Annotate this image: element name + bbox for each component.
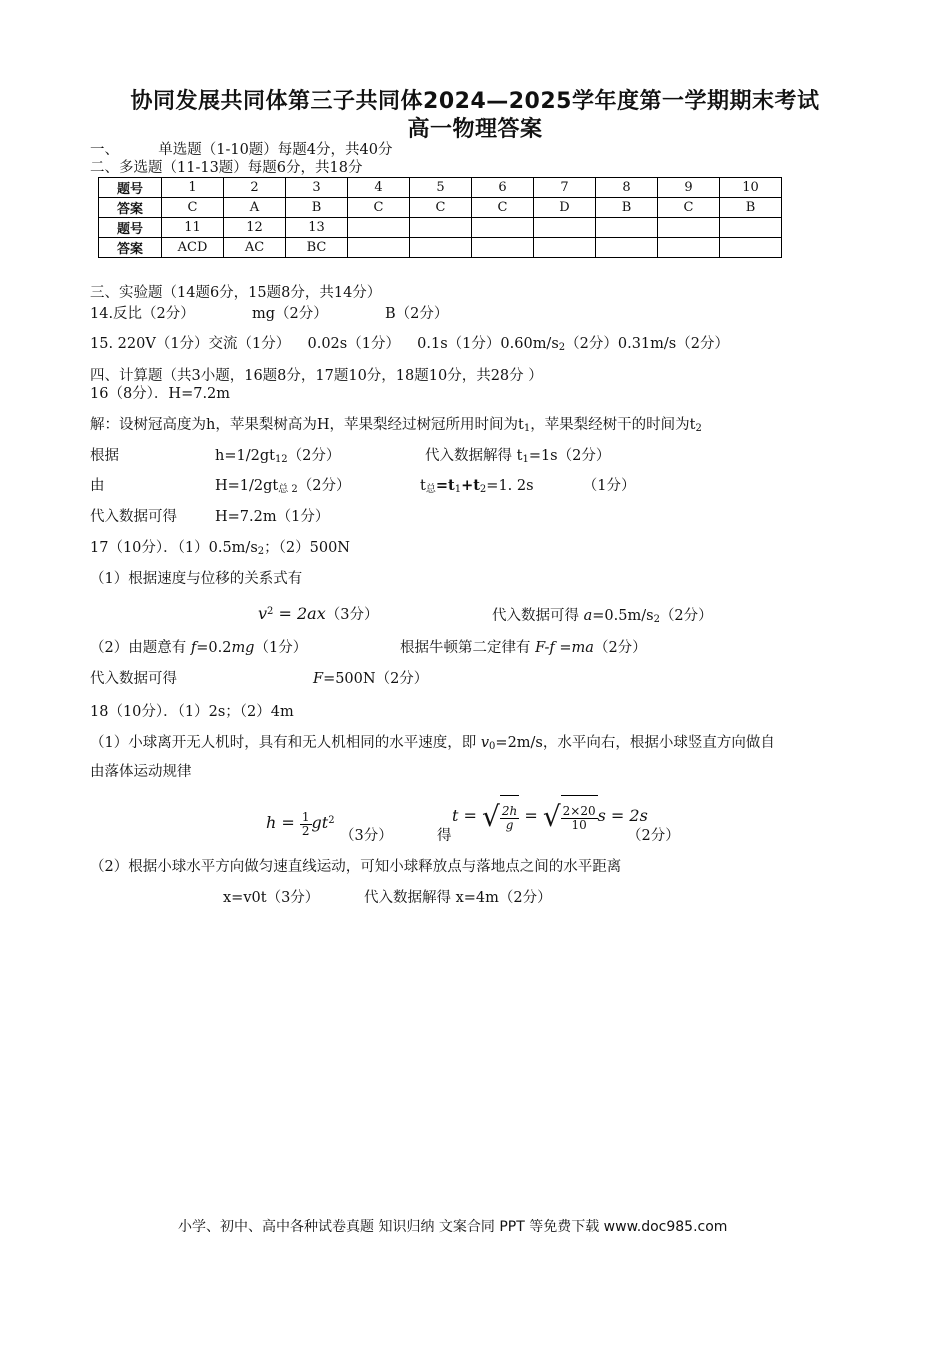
table-cell: 12 <box>224 218 286 238</box>
q18-f2-sqrt1: √ $\frac{2h}{g}$ <box>482 795 519 839</box>
q18-f2-score: （2分） <box>627 828 680 844</box>
q18-f2-sqrt2: √ $\frac{2\times 20}{10}$ <box>543 795 598 839</box>
q15-part-g: m/s（2分） <box>650 336 729 352</box>
q14-part-b: mg（2分） <box>252 306 328 322</box>
table-header-cell: 题号 <box>99 178 162 198</box>
q16-r2-d: =1. 2s <box>486 478 534 494</box>
q16-row1-result <box>425 447 610 469</box>
table-cell: 1 <box>162 178 224 198</box>
q18-p1-v: v <box>480 735 490 751</box>
table-row <box>99 238 782 258</box>
q18-f1-sup: 2 <box>328 815 335 826</box>
q18-f2-d2: 10 <box>571 817 587 832</box>
q16-row3-label: 代入数据可得 <box>90 509 177 525</box>
q18-part2-text: （2）根据小球水平方向做匀速直线运动，可知小球释放点与落地点之间的水平距离 <box>90 859 622 875</box>
q16-r1-res-b: =1s（2分） <box>528 448 611 464</box>
footer-text: 小学、初中、高中各种试卷真题 知识归纳 文案合同 PPT 等免费下载 www.doc985.com <box>178 1219 728 1235</box>
q17-part2-result <box>400 639 647 657</box>
table-cell: 8 <box>596 178 658 198</box>
q16-r2-f: H=1/2gt <box>215 478 279 494</box>
q17-f1-sup: 2 <box>267 606 274 617</box>
q15-part-f: （2分）0.31 <box>565 336 651 352</box>
q16-sol-sub2: 2 <box>695 423 702 434</box>
table-cell: BC <box>286 238 348 258</box>
q18-p1-vs: 0 <box>489 741 496 752</box>
table-cell <box>658 218 720 238</box>
table-cell: D <box>534 198 596 218</box>
table-cell <box>534 218 596 238</box>
table-cell: B <box>596 198 658 218</box>
q15-subscript: 2 <box>558 342 566 353</box>
table-cell: B <box>286 198 348 218</box>
q18-f2-eq2: = <box>519 806 543 825</box>
q17-f1-v: v <box>258 604 268 623</box>
q17-p2-f: f <box>190 640 197 656</box>
q16-row1-label: 根据 <box>90 448 119 464</box>
q16-r2-s1: 总 <box>425 484 436 495</box>
section-1-number: 一、 <box>90 142 119 158</box>
table-cell: C <box>162 198 224 218</box>
q16-row2-result <box>420 477 636 499</box>
table-cell: 11 <box>162 218 224 238</box>
q18-f2-t: t <box>452 806 459 825</box>
table-cell: 13 <box>286 218 348 238</box>
q17-head-a: 17（10分）．（1）0.5m/s <box>90 540 258 556</box>
table-cell: 10 <box>720 178 782 198</box>
q18-f2-d1: g <box>505 817 514 832</box>
page-subtitle: 高一物理答案 <box>407 117 543 142</box>
q16-r2-s2: 1 <box>454 484 462 495</box>
q17-p2-mg: mg <box>231 640 255 656</box>
q17-f1-b: = 2ax <box>273 604 326 623</box>
table-header-cell: 答案 <box>99 238 162 258</box>
q17-p2-res-a: 根据牛顿第二定律有 <box>400 640 536 656</box>
q18-f1-fraction <box>300 811 312 838</box>
table-header-cell: 题号 <box>99 218 162 238</box>
table-cell: C <box>658 198 720 218</box>
q17-f1-score: （3分） <box>325 607 379 623</box>
table-header-cell: 答案 <box>99 198 162 218</box>
q17-head-s: 2 <box>257 546 265 557</box>
table-cell <box>410 218 472 238</box>
table-cell: 2 <box>224 178 286 198</box>
q16-r1-res-s: 1 <box>522 454 529 465</box>
table-cell <box>658 238 720 258</box>
q17-p3-res: =500N（2分） <box>323 671 429 687</box>
q16-row3-result: H=7.2m（1分） <box>215 509 330 525</box>
q17-formula1 <box>258 603 378 624</box>
q18-f1-n: 1 <box>301 809 310 824</box>
table-row <box>99 198 782 218</box>
q16-sol-sub1: 1 <box>523 423 531 434</box>
q17-res-b: =0.5m/s <box>592 608 654 624</box>
q18-formula1 <box>266 801 335 841</box>
q17-p2-res-b: （2分） <box>593 640 647 656</box>
q18-f2-de: 得 <box>437 828 452 844</box>
q16-row2-label: 由 <box>90 478 105 494</box>
q17-result1 <box>492 607 713 629</box>
q17-res-a: 代入数据可得 <box>492 608 584 624</box>
q16-solution-intro <box>90 416 702 438</box>
q16-r2-a: t <box>420 478 426 494</box>
q15-part-b: 0.02s（1分） <box>307 336 400 352</box>
table-cell <box>348 218 410 238</box>
q16-r1-res: 代入数据解得 t <box>425 448 523 464</box>
q14-part-a: 14.反比（2分） <box>90 306 195 322</box>
table-cell <box>410 238 472 258</box>
answer-table <box>98 177 782 258</box>
q15-part-c: 0.1s（1分）0.60 <box>417 336 533 352</box>
table-cell <box>720 238 782 258</box>
q16-r1-fs: 12 <box>274 454 288 465</box>
q14-part-c: B（2分） <box>385 306 449 322</box>
section-1-text: 单选题（1-10题）每题4分，共40分 <box>158 142 393 158</box>
section-3-heading: 三、实验题（14题6分，15题8分，共14分） <box>90 285 382 301</box>
q17-p2-res-f: F-f =ma <box>535 640 594 656</box>
table-cell: A <box>224 198 286 218</box>
q17-part3-result <box>313 670 428 688</box>
q17-head-b: ；（2）500N <box>264 540 350 556</box>
q17-res-s: 2 <box>653 614 660 625</box>
table-cell: AC <box>224 238 286 258</box>
q17-res-c: （2分） <box>659 608 713 624</box>
table-cell <box>534 238 596 258</box>
q17-part1-text: （1）根据速度与位移的关系式有 <box>90 571 303 587</box>
table-cell <box>348 238 410 258</box>
section-1-heading <box>90 141 392 159</box>
q16-r2-b: =t <box>435 477 455 494</box>
q15-answer <box>90 335 729 357</box>
table-cell: 6 <box>472 178 534 198</box>
q15-unit: m/s <box>532 336 559 352</box>
q18-f1-h: h <box>266 813 277 832</box>
table-cell <box>472 218 534 238</box>
q18-p1-a: （1）小球离开无人机时，具有和无人机相同的水平速度，即 <box>90 735 481 751</box>
q18-f2-end: s = 2s <box>597 806 648 825</box>
q16-row1-formula <box>215 447 340 469</box>
q18-f1-score: （3分） <box>340 828 393 844</box>
q18-f1-d: 2 <box>301 823 310 838</box>
table-cell: 7 <box>534 178 596 198</box>
table-cell: 3 <box>286 178 348 198</box>
table-cell: ACD <box>162 238 224 258</box>
table-cell: 4 <box>348 178 410 198</box>
q16-r1-score: （2分） <box>287 448 341 464</box>
q16-r2-score: （2分） <box>297 478 351 494</box>
q15-part-a: 15. 220V（1分）交流（1分） <box>90 336 291 352</box>
table-row <box>99 218 782 238</box>
table-cell: C <box>348 198 410 218</box>
q16-r1-f: h=1/2gt <box>215 448 275 464</box>
page-title: 协同发展共同体第三子共同体2024—2025学年度第一学期期末考试 <box>130 89 820 114</box>
q17-p2-c: （1分） <box>254 640 308 656</box>
table-cell: 9 <box>658 178 720 198</box>
section-2-heading: 二、多选题（11-13题）每题6分，共18分 <box>90 160 363 176</box>
q18-f2-n1: 2h <box>501 803 518 818</box>
table-cell: 5 <box>410 178 472 198</box>
q14-answer <box>90 305 448 323</box>
q18-formula2 <box>452 795 648 837</box>
q16-heading: 16（8分）．H=7.2m <box>90 386 231 402</box>
q17-part2-text <box>90 639 307 657</box>
q17-p3-f: F <box>313 671 324 687</box>
q17-res-var: a <box>583 608 593 624</box>
table-cell <box>596 218 658 238</box>
table-cell: C <box>472 198 534 218</box>
q18-part1-text <box>90 734 775 756</box>
q17-p2-a: （2）由题意有 <box>90 640 191 656</box>
q16-r2-fs: 总 2 <box>278 484 298 495</box>
q17-part3-label: 代入数据可得 <box>90 671 177 687</box>
table-cell <box>596 238 658 258</box>
q18-part1-text-2: 由落体运动规律 <box>90 764 192 780</box>
q18-heading: 18（10分）．（1）2s；（2）4m <box>90 704 294 720</box>
section-4-heading: 四、计算题（共3小题，16题8分，17题10分，18题10分，共28分 ） <box>90 368 543 384</box>
table-cell <box>472 238 534 258</box>
q16-sol-text-b: ，苹果梨经树干的时间为t <box>530 417 696 433</box>
q18-f2-n2: 2×20 <box>562 803 596 818</box>
q16-r2-c: +t <box>461 477 480 494</box>
table-row <box>99 178 782 198</box>
q18-f2-eq: = <box>458 806 483 825</box>
q18-part3-formula: x=v0t（3分） <box>223 890 320 906</box>
q17-heading <box>90 539 350 561</box>
q18-part3-result: 代入数据解得 x=4m（2分） <box>364 890 552 906</box>
q17-p2-b: =0.2 <box>196 640 232 656</box>
table-cell: C <box>410 198 472 218</box>
q16-sol-text-a: 解：设树冠高度为h，苹果梨树高为H，苹果梨经过树冠所用时间为t <box>90 417 524 433</box>
table-cell <box>720 218 782 238</box>
q16-row2-formula <box>215 477 351 499</box>
table-cell: B <box>720 198 782 218</box>
q16-r2-score2: （1分） <box>582 478 636 494</box>
q18-p1-b: =2m/s，水平向右，根据小球竖直方向做自 <box>495 735 775 751</box>
q16-r2-s3: 2 <box>479 484 487 495</box>
q18-f1-gt: gt <box>311 813 329 832</box>
q18-f1-eq: = <box>276 813 300 832</box>
